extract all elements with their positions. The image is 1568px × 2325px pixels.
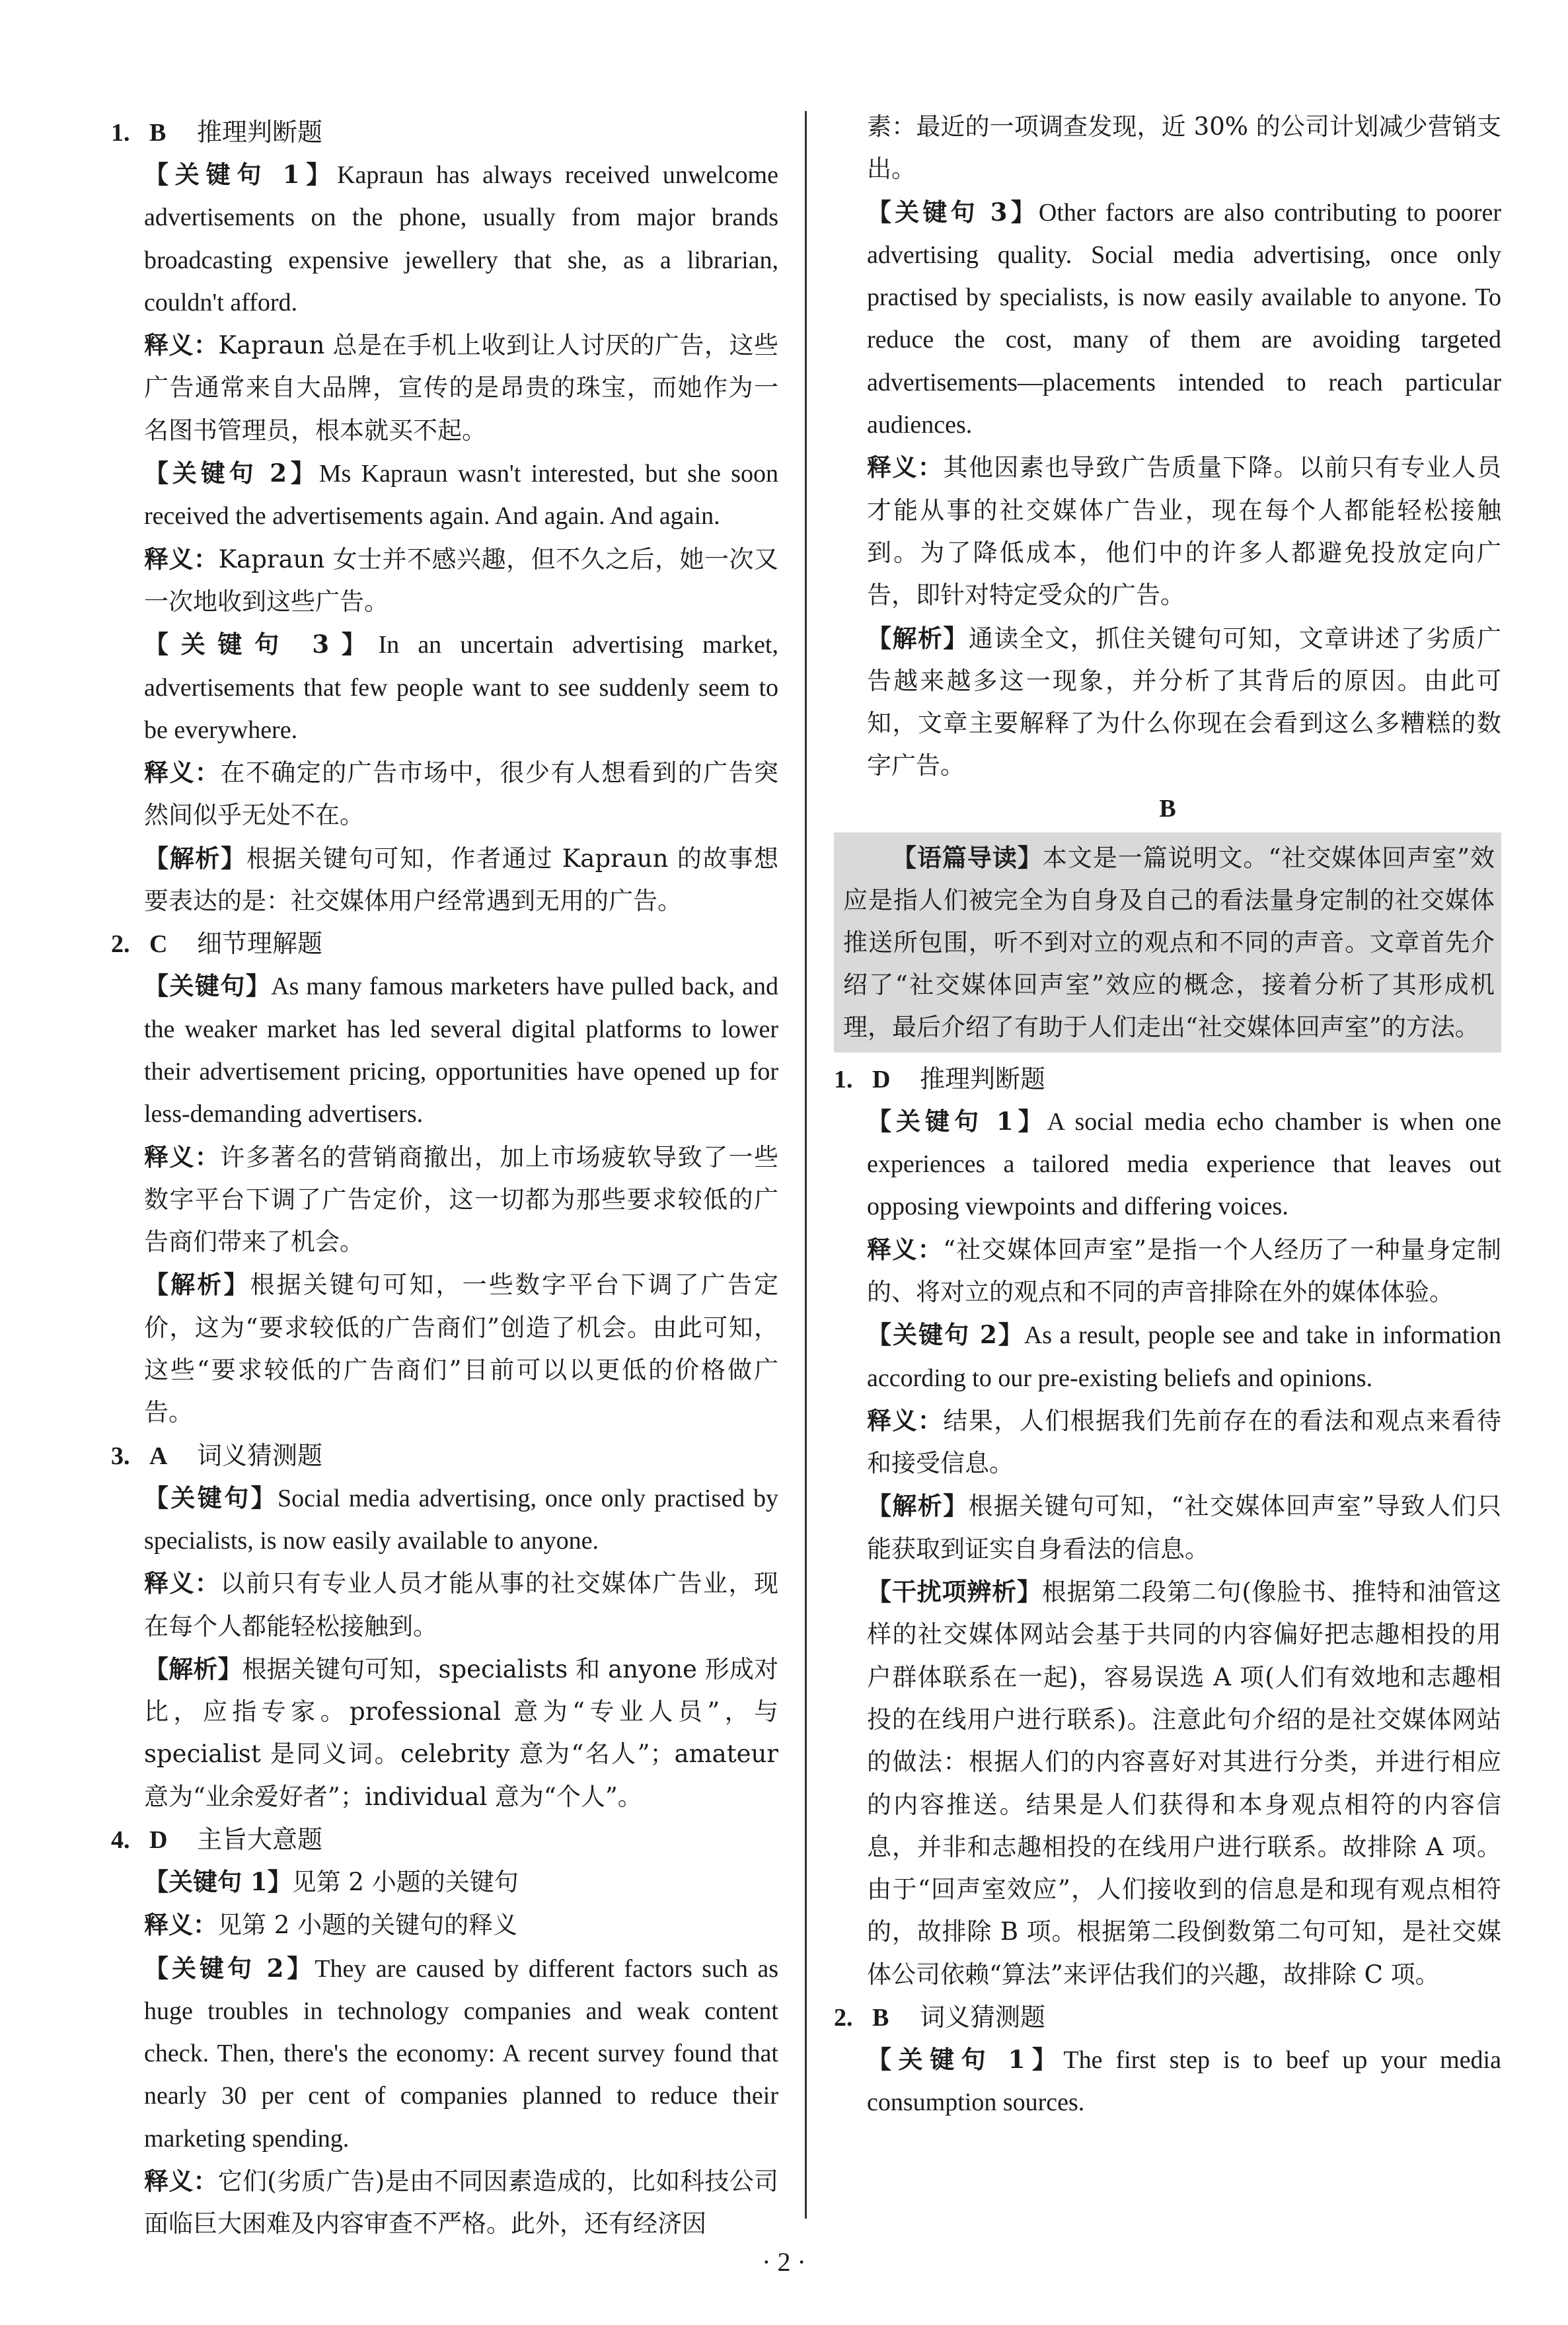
answer-letter: C (149, 930, 168, 959)
translation-1 (867, 1228, 1501, 1314)
key-sentence-1 (144, 153, 778, 324)
question-3-header (111, 1434, 778, 1477)
key-sentence-text: In an uncertain advertising market, advertisements that few people want to see suddenly seem to be everywhere. (144, 631, 778, 744)
translation (144, 1562, 778, 1648)
question-type: 推理判断题 (197, 118, 323, 147)
distractor-label: 【干扰项辨析】 (867, 1577, 1042, 1607)
translation-label: 释义： (867, 1234, 944, 1264)
translation-3 (867, 446, 1501, 616)
key-sentence-text: As a result, people see and take in information according to our pre-existing beliefs and opinions. (867, 1321, 1501, 1392)
key-sentence-label: 【关键句 2】 (144, 459, 319, 488)
left-column (111, 111, 778, 2246)
analysis-text: 通读全文，抓住关键句可知，文章讲述了劣质广告越来越多这一现象，并分析了其背后的原因。由此可知，文章主要解释了为什么你现在会看到这么多糟糕的数字广告。 (867, 624, 1502, 780)
question-2-header (111, 922, 778, 965)
translation-text: Kapraun 女士并不感兴趣，但不久之后，她一次又一次地收到这些广告。 (144, 544, 778, 616)
question-type: 词义猜测题 (920, 2002, 1046, 2032)
key-sentence-3 (144, 623, 778, 751)
question-number: 2. (111, 930, 130, 959)
key-sentence-text: Ms Kapraun wasn't interested, but she soon received the advertisements again. And again. And again. (144, 460, 778, 531)
key-sentence (144, 1477, 778, 1563)
key-sentence-text: Other factors are also contributing to poorer advertising quality. Social media advertising, once only practised by specialists, is now easily available to anyone. To reduce the cost, many of them are avoiding targeted advertisements—placements intended to reach particular audiences. (867, 198, 1501, 439)
question-type: 主旨大意题 (197, 1824, 323, 1854)
analysis-text: 根据关键句可知，一些数字平台下调了广告定价，这为“要求较低的广告商们”创造了机会。由此可知，这些“要求较低的广告商们”目前可以以更低的价格做广告。 (144, 1271, 779, 1427)
analysis (144, 837, 778, 923)
key-sentence-label: 【关键句 1】 (867, 2044, 1064, 2074)
translation-label: 释义： (144, 1142, 221, 1171)
translation (144, 1136, 778, 1264)
answer-letter: D (149, 1826, 168, 1854)
key-sentence-label: 【关键句 1】 (144, 160, 338, 189)
question-type: 词义猜测题 (197, 1440, 323, 1470)
translation-text: 它们(劣质广告)是由不同因素造成的，比如科技公司面临巨大困难及内容审查不严格。此外，还有经济因 (144, 2167, 779, 2238)
translation-label: 释义： (144, 1910, 217, 1940)
translation-text: 以前只有专业人员才能从事的社交媒体广告业，现在每个人都能轻松接触到。 (144, 1569, 778, 1641)
key-sentence-label: 【关键句 3】 (144, 630, 379, 659)
translation-1 (144, 324, 778, 452)
key-sentence-label: 【关键句】 (144, 971, 272, 1001)
translation-text: 其他因素也导致广告质量下降。以前只有专业人员才能从事的社交媒体广告业，现在每个人都能轻松接触到。为了降低成本，他们中的许多人都避免投放定向广告，即针对特定受众的广告。 (867, 453, 1501, 610)
distractor-analysis (867, 1570, 1501, 1996)
analysis-text: 根据关键句可知，“社交媒体回声室”导致人们只能获取到证实自身看法的信息。 (867, 1492, 1501, 1563)
key-sentence (144, 965, 778, 1135)
translation-label: 释义： (144, 1568, 221, 1598)
translation-3 (144, 751, 778, 837)
key-sentence-text: Social media advertising, once only practised by specialists, is now easily available to anyone. (144, 1484, 779, 1555)
translation-label: 释义： (144, 2166, 218, 2196)
question-number: 3. (111, 1442, 130, 1470)
page-number: · 2 · (762, 2247, 806, 2277)
analysis-text: 根据关键句可知，specialists 和 anyone 形成对比，应指专家。professional 意为“专业人员”，与 specialist 是同义词。celebrity 意为“名人”；amateur 意为“业余爱好者”；individual 意为“个人”。 (144, 1654, 778, 1811)
answer-letter: B (149, 119, 167, 147)
key-sentence-label: 【关键句 3】 (867, 197, 1039, 227)
translation-2-continued (867, 106, 1501, 191)
answer-letter: B (872, 2003, 889, 2032)
key-sentence-label: 【关键句 1】 (867, 1106, 1047, 1136)
key-sentence-label: 【关键句 1】 (144, 1866, 292, 1896)
key-sentence-2 (144, 1947, 778, 2160)
translation-text: 素：最近的一项调查发现，近 30% 的公司计划减少营销支出。 (867, 112, 1501, 184)
key-sentence-1 (867, 2038, 1501, 2124)
question-type: 细节理解题 (197, 929, 323, 959)
answer-letter: D (872, 1065, 891, 1093)
analysis (867, 617, 1501, 788)
distractor-text: 根据第二段第二句(像脸书、推特和油管这样的社交媒体网站会基于共同的内容偏好把志趣相投的用户群体联系在一起)，容易误选 A 项(人们有效地和志趣相投的在线用户进行联系)。注意此句介绍的是社交媒体网站的做法：根据人们的内容喜好对其进行分类，并进行相应的内容推送。结果是人们获得和本身观点相符的内容信息，并非和志趣相投的在线用户进行联系。故排除 A 项。由于“回声室效应”，人们接收到的信息是和现有观点相符的，故排除 B 项。根据第二段倒数第二句可知，是社交媒体公司依赖“算法”来评估我们的兴趣，故排除 C 项。 (867, 1578, 1502, 1989)
translation-2 (144, 2160, 778, 2246)
question-number: 2. (834, 2003, 853, 2032)
translation-2 (867, 1399, 1501, 1485)
question-type: 推理判断题 (920, 1064, 1046, 1093)
key-sentence-3 (867, 191, 1501, 447)
key-sentence-label: 【关键句】 (144, 1483, 278, 1512)
question-1-header (111, 111, 778, 153)
answer-letter: A (149, 1442, 168, 1470)
analysis-label: 【解析】 (144, 1654, 243, 1683)
guide-text: 本文是一篇说明文。“社交媒体回声室”效应是指人们被完全为自身及自己的看法量身定制的社交媒体推送所包围，听不到对立的观点和不同的声音。文章首先介绍了“社交媒体回声室”效应的概念，接着分析了其形成机理，最后介绍了有助于人们走出“社交媒体回声室”的方法。 (843, 843, 1495, 1041)
key-sentence-text: 见第 2 小题的关键句 (291, 1867, 519, 1896)
analysis (144, 1263, 778, 1434)
analysis-label: 【解析】 (867, 623, 969, 653)
question-4-header (111, 1818, 778, 1861)
question-number: 1. (834, 1065, 853, 1093)
translation-text: 在不确定的广告市场中，很少有人想看到的广告突然间似乎无处不在。 (144, 758, 778, 830)
translation-label: 释义： (867, 453, 944, 482)
key-sentence-label: 【关键句 2】 (867, 1320, 1024, 1350)
translation-2 (144, 538, 778, 624)
translation-text: 许多著名的营销商撤出，加上市场疲软导致了一些数字平台下调了广告定价，这一切都为那些要求较低的广告商们带来了机会。 (144, 1142, 778, 1257)
key-sentence-1 (144, 1861, 778, 1903)
analysis-label: 【解析】 (144, 843, 246, 873)
translation-label: 释义： (144, 544, 219, 573)
key-sentence-text: As many famous marketers have pulled back, and the weaker market has led several digital platforms to lower their advertisement pricing, opportunities have opened up for less-demanding advertisers. (144, 973, 778, 1128)
translation-label: 释义： (144, 758, 221, 788)
translation-label: 释义： (867, 1405, 944, 1435)
key-sentence-2 (867, 1313, 1501, 1399)
key-sentence-label: 【关键句 2】 (144, 1953, 315, 1983)
question-b1-header (834, 1058, 1501, 1100)
question-number: 4. (111, 1826, 130, 1854)
key-sentence-text: They are caused by different factors such as huge troubles in technology companies and weak content check. Then, there's the economy: A recent survey found that nearly 30 per cent of companies planned to reduce their marketing spending. (144, 1954, 778, 2153)
translation-text: “社交媒体回声室”是指一个人经历了一种量身定制的、将对立的观点和不同的声音排除在外的媒体体验。 (867, 1235, 1501, 1306)
translation-text: Kapraun 总是在手机上收到让人讨厌的广告，这些广告通常来自大品牌，宣传的是昂贵的珠宝，而她作为一名图书管理员，根本就买不起。 (144, 331, 778, 445)
section-heading: B (1159, 794, 1176, 823)
key-sentence-1 (867, 1100, 1501, 1228)
question-b2-header (834, 1996, 1501, 2038)
key-sentence-text: Kapraun has always received unwelcome advertisements on the phone, usually from major brands broadcasting expensive jewellery that she, as a librarian, couldn't afford. (144, 161, 778, 316)
analysis-text: 根据关键句可知，作者通过 Kapraun 的故事想要表达的是：社交媒体用户经常遇到无用的广告。 (144, 844, 779, 916)
analysis (144, 1648, 778, 1818)
passage-guide (834, 832, 1501, 1052)
column-divider (805, 111, 807, 2219)
translation-1 (144, 1903, 778, 1946)
analysis (867, 1485, 1501, 1570)
analysis-label: 【解析】 (867, 1491, 969, 1521)
translation-label: 释义： (144, 330, 219, 360)
question-number: 1. (111, 119, 130, 147)
right-column (834, 106, 1501, 2124)
key-sentence-text: A social media echo chamber is when one experiences a tailored media experience that leaves out opposing viewpoints and differing voices. (867, 1107, 1501, 1221)
guide-label: 【语篇导读】 (892, 842, 1043, 872)
key-sentence-text: The first step is to beef up your media consumption sources. (867, 2046, 1501, 2117)
translation-text: 见第 2 小题的关键句的释义 (217, 1911, 518, 1940)
analysis-label: 【解析】 (144, 1270, 250, 1300)
translation-text: 结果，人们根据我们先前存在的看法和观点来看待和接受信息。 (867, 1406, 1501, 1478)
key-sentence-2 (144, 452, 778, 538)
